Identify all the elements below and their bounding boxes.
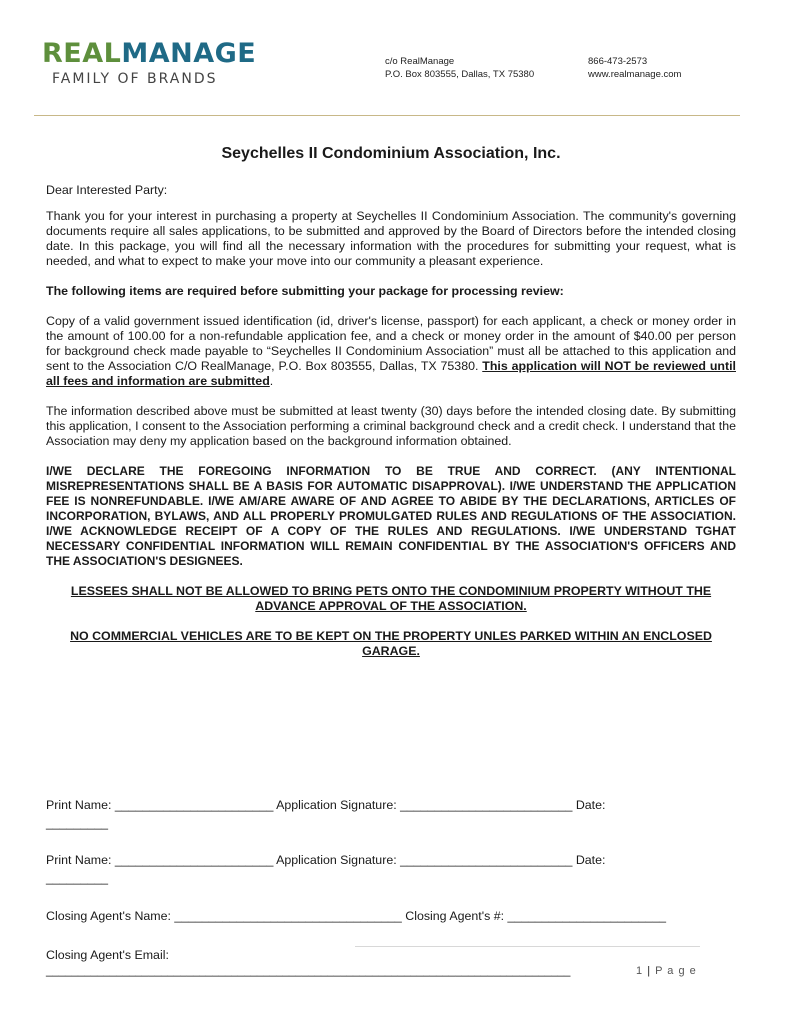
address-line-1: c/o RealManage xyxy=(385,56,455,67)
page-label: P a g e xyxy=(655,965,697,977)
signature-line-1-cont[interactable]: _________ xyxy=(46,816,109,830)
signature-line-2[interactable]: Print Name: _______________________ Application Signature: _________________________ Date: xyxy=(46,853,606,867)
closing-agent-line[interactable]: Closing Agent's Name: _________________________________ Closing Agent's #: _______________________ xyxy=(46,909,666,923)
submission-paragraph: The information described above must be submitted at least twenty (30) days before the intended closing date. By submitting this application, I consent to the Association performing a criminal background check and a credit check. I understand that the Association may deny my application based on the background information obtained. xyxy=(46,404,736,448)
header-address xyxy=(385,55,534,81)
notice-pets: LESSEES SHALL NOT BE ALLOWED TO BRING PETS ONTO THE CONDOMINIUM PROPERTY WITHOUT THE ADVANCE APPROVAL OF THE ASSOCIATION. xyxy=(70,584,712,613)
letter-body xyxy=(46,146,736,659)
closing-agent-email-line[interactable]: __________________________________________________________________________________ xyxy=(46,965,571,977)
header-divider xyxy=(34,115,740,116)
document-title: Seychelles II Condominium Association, Inc. xyxy=(221,145,561,162)
page-number xyxy=(636,965,697,977)
logo-main-b: MANAGE xyxy=(121,38,257,69)
closing-agent-email-label: Closing Agent's Email: xyxy=(46,948,169,962)
requirements-emphasis: This application will NOT be reviewed until all fees and information are submitted xyxy=(46,359,736,388)
page-number-separator: | xyxy=(647,965,652,977)
requirements-end: . xyxy=(269,374,274,388)
logo-main-a: REAL xyxy=(42,38,122,69)
phone-number: 866-473-2573 xyxy=(588,56,648,67)
requirements-heading: The following items are required before submitting your package for processing review: xyxy=(46,284,564,298)
requirements-text: Copy of a valid government issued identification (id, driver's license, passport) for each applicant, a check or money order in the amount of 100.00 for a non-refundable application fee, and a check or money order in the amount of $40.00 per person for background check made payable to “Seychelles II Condominium Association” must all be attached to this application and sent to the Association C/O RealManage, P.O. Box 803555, Dallas, TX 75380. xyxy=(46,314,736,373)
address-line-2: P.O. Box 803555, Dallas, TX 75380 xyxy=(385,69,535,80)
website-link[interactable]: www.realmanage.com xyxy=(588,69,682,80)
signature-line-1[interactable]: Print Name: _______________________ Application Signature: _________________________ Date: xyxy=(46,798,606,812)
footer-divider xyxy=(355,946,700,947)
header-contact xyxy=(588,55,681,81)
logo-subtitle: FAMILY OF BRANDS xyxy=(52,71,218,87)
declaration-paragraph: I/WE DECLARE THE FOREGOING INFORMATION TO BE TRUE AND CORRECT. (ANY INTENTIONAL MISREPRESENTATIONS SHALL BE A BASIS FOR AUTOMATIC DISAPPROVAL). I/WE UNDERSTAND THE APPLICATION FEE IS NONREFUNDABLE. I/WE AM/ARE AWARE OF AND AGREE TO ABIDE BY THE DECLARATIONS, ARTICLES OF INCORPORATION, BYLAWS, AND ALL PROPERLY PROMULGATED RULES AND REGULATIONS OF THE ASSOCIATION. I/WE ACKNOWLEDGE RECEIPT OF A COPY OF THE RULES AND REGULATIONS. I/WE UNDERSTAND TGHAT NECESSARY CONFIDENTIAL INFORMATION WILL REMAIN CONFIDENTIAL BY THE ASSOCIATION'S OFFICERS AND THE ASSOCIATION'S DESIGNEES. xyxy=(46,464,736,568)
signature-line-2-cont[interactable]: _________ xyxy=(46,871,109,885)
intro-paragraph: Thank you for your interest in purchasing a property at Seychelles II Condominium Association. The community's governing documents require all sales applications, to be submitted and approved by the Board of Directors before the intended closing date. In this package, you will find all the necessary information with the procedures for submitting your request, what is needed, and what to expect to make your move into our community a pleasant experience. xyxy=(46,209,736,268)
requirements-paragraph xyxy=(46,314,736,389)
page-number-value: 1 xyxy=(636,965,644,977)
greeting: Dear Interested Party: xyxy=(46,183,168,197)
notice-vehicles: NO COMMERCIAL VEHICLES ARE TO BE KEPT ON THE PROPERTY UNLES PARKED WITHIN AN ENCLOSED GARAGE. xyxy=(70,629,712,658)
realmanage-logo xyxy=(42,40,256,67)
